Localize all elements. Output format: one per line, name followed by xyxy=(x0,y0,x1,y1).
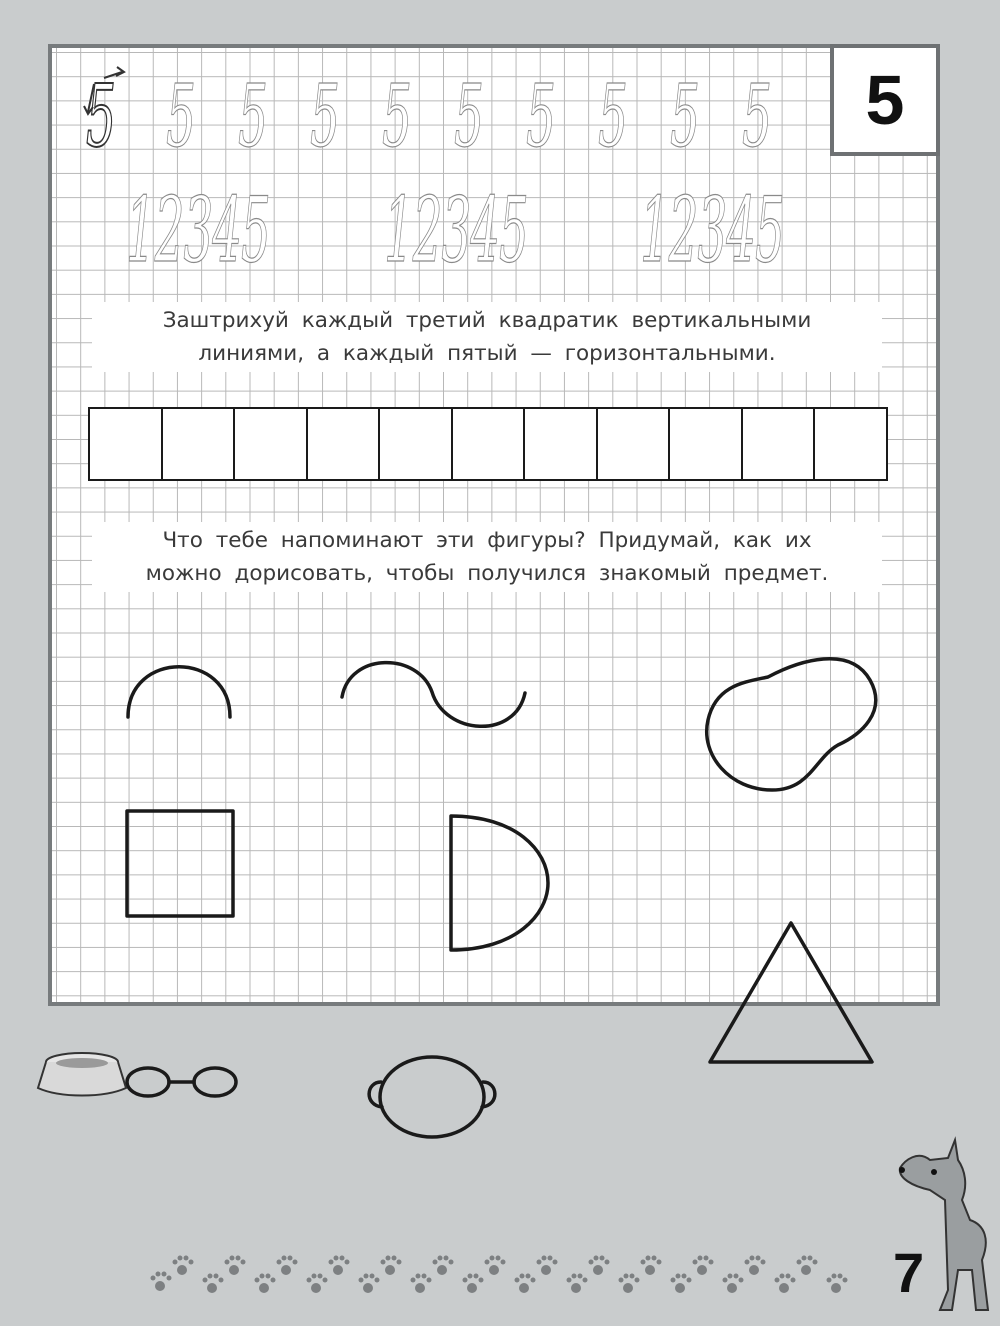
paw-icon xyxy=(827,1274,848,1294)
trace-digit: 5 xyxy=(310,67,341,167)
paw-icon xyxy=(381,1256,402,1276)
paw-icon xyxy=(359,1274,380,1294)
model-digit: 5 xyxy=(86,67,117,167)
paw-icon xyxy=(411,1274,432,1294)
paw-icon xyxy=(775,1274,796,1294)
trace-digit: 5 xyxy=(598,67,629,167)
paw-icon xyxy=(797,1256,818,1276)
task1-line1: Заштрихуй каждый третий квадратик вертикальными xyxy=(162,308,812,333)
paw-icon xyxy=(463,1274,484,1294)
paw-icon xyxy=(537,1256,558,1276)
paw-icon xyxy=(693,1256,714,1276)
paw-icon xyxy=(433,1256,454,1276)
trace-digit: 5 xyxy=(670,67,701,167)
trace-digit: 5 xyxy=(526,67,557,167)
task2-line1: Что тебе напоминают эти фигуры? Придумай, как их xyxy=(162,528,812,553)
paw-icon xyxy=(745,1256,766,1276)
trace-digit: 5 xyxy=(454,67,485,167)
paw-prints xyxy=(151,1256,848,1294)
paw-icon xyxy=(567,1274,588,1294)
bowl-icon xyxy=(38,1053,126,1096)
page-number: 7 xyxy=(893,1241,925,1304)
paw-icon xyxy=(277,1256,298,1276)
paw-icon xyxy=(619,1274,640,1294)
paw-icon xyxy=(151,1272,172,1292)
paw-icon xyxy=(671,1274,692,1294)
paw-icon xyxy=(723,1274,744,1294)
trace-digit: 5 xyxy=(166,67,197,167)
task-number: 5 xyxy=(865,61,905,139)
paw-icon xyxy=(173,1256,194,1276)
paw-icon xyxy=(329,1256,350,1276)
task1-line2: линиями, а каждый пятый — горизонтальными. xyxy=(198,341,776,366)
paw-icon xyxy=(225,1256,246,1276)
trace-digit: 5 xyxy=(382,67,413,167)
paw-icon xyxy=(485,1256,506,1276)
paw-icon xyxy=(255,1274,276,1294)
paw-icon xyxy=(589,1256,610,1276)
trace-sequence: 12345 xyxy=(126,178,270,283)
paw-icon xyxy=(641,1256,662,1276)
paw-icon xyxy=(203,1274,224,1294)
paw-icon xyxy=(307,1274,328,1294)
trace-digit: 5 xyxy=(742,67,773,167)
trace-sequence: 12345 xyxy=(384,178,528,283)
trace-sequence: 12345 xyxy=(640,178,784,283)
task2-line2: можно дорисовать, чтобы получился знакомый предмет. xyxy=(145,561,829,586)
paw-icon xyxy=(515,1274,536,1294)
trace-digit: 5 xyxy=(238,67,269,167)
